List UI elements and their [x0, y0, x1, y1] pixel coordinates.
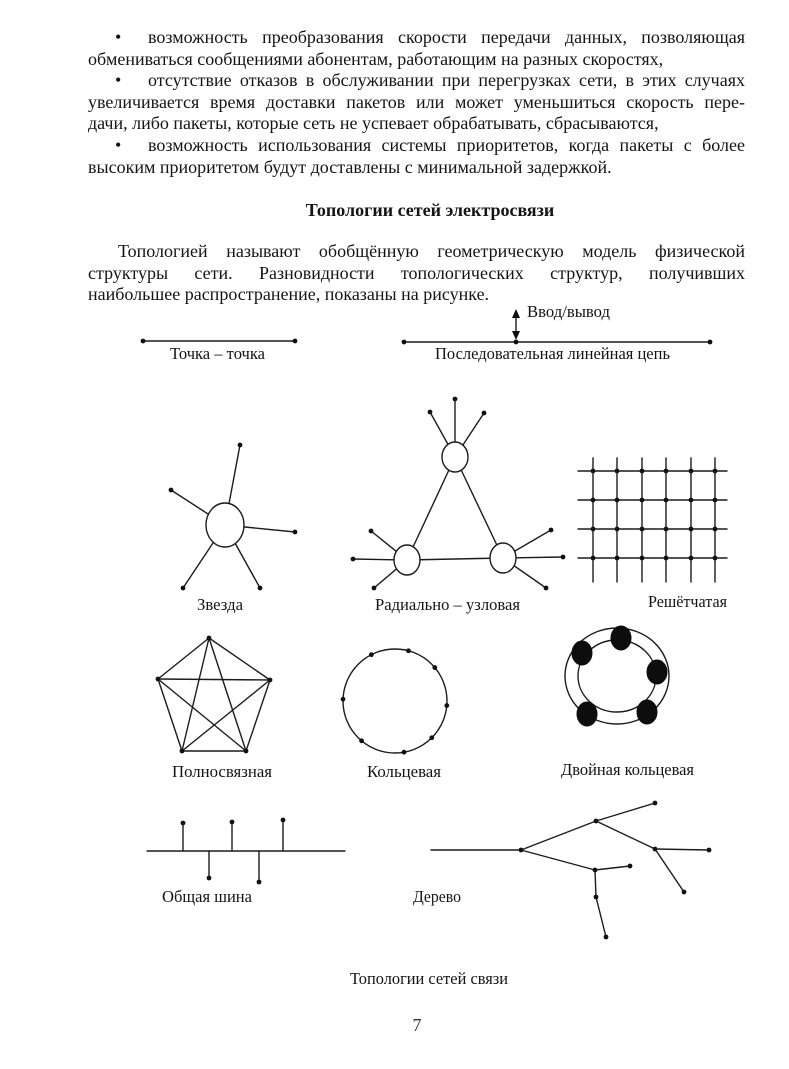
label-ring: Кольцевая — [367, 762, 442, 781]
bullet-marker: • — [115, 70, 122, 91]
grid-node — [713, 527, 718, 532]
double-ring-node — [572, 641, 592, 665]
mesh-link — [246, 680, 270, 751]
label-star: Звезда — [197, 595, 244, 614]
radial-spoke — [503, 557, 563, 558]
radial-spoke — [503, 558, 546, 588]
radial-hub — [442, 442, 468, 472]
ring-circle — [343, 649, 447, 753]
bullet-text: возможность преобразования скорости передачи данных, позволяющая — [148, 27, 745, 47]
bus-node — [281, 818, 286, 823]
ring-node — [406, 648, 411, 653]
label-full-mesh: Полносвязная — [172, 762, 273, 781]
ring-node — [444, 703, 449, 708]
tree-branch — [596, 821, 655, 849]
io-arrow-down-head — [512, 331, 520, 340]
radial-leaf-node — [369, 529, 374, 534]
star-spoke — [183, 525, 225, 588]
bullet-marker: • — [115, 27, 122, 47]
grid-node — [713, 556, 718, 561]
page-number: 7 — [412, 1015, 422, 1035]
radial-leaf-node — [372, 586, 377, 591]
radial-trunk — [407, 558, 503, 560]
radial-hub — [394, 545, 420, 575]
mesh-link — [209, 638, 246, 751]
chain-node — [708, 340, 713, 345]
radial-trunk — [407, 457, 455, 560]
figure-labels — [162, 302, 727, 988]
ring-node — [341, 697, 346, 702]
tree-branch — [521, 821, 596, 850]
bullet-item-3-line-1 — [88, 135, 745, 157]
double-ring-node — [647, 660, 667, 684]
ring-topology — [341, 648, 450, 754]
advantages-list — [88, 27, 745, 178]
tree-node — [707, 848, 712, 853]
grid-node — [640, 527, 645, 532]
tree-node — [653, 847, 658, 852]
ring-node — [369, 652, 374, 657]
star-leaf-node — [238, 443, 243, 448]
grid-node — [640, 469, 645, 474]
grid-node — [689, 527, 694, 532]
grid-node — [640, 556, 645, 561]
star-spoke — [225, 525, 295, 532]
double-ring-inner — [578, 640, 656, 712]
paragraph-line-1: Топологией называют обобщённую геометрическую модель физической — [118, 241, 745, 261]
grid-node — [689, 469, 694, 474]
tree-node — [604, 935, 609, 940]
mesh-link — [158, 679, 270, 680]
double-ring-node — [577, 702, 597, 726]
mesh-node — [268, 678, 273, 683]
bullet-text: возможность использования системы приоритетов, когда пакеты с более — [148, 134, 745, 155]
radial-nodal-topology — [351, 397, 566, 591]
mesh-node — [180, 749, 185, 754]
grid-node — [615, 498, 620, 503]
double-ring-topology — [565, 626, 669, 726]
radial-leaf-node — [544, 586, 549, 591]
grid-node — [591, 469, 596, 474]
star-spoke — [171, 490, 225, 525]
grid-node — [664, 527, 669, 532]
star-hub — [206, 503, 244, 547]
bullet-item-3-line-2: высоким приоритетом будут доставлены с минимальной задержкой. — [88, 156, 612, 177]
ring-node — [359, 738, 364, 743]
label-bus: Общая шина — [162, 887, 253, 906]
tree-branch — [595, 870, 596, 897]
grid-node — [615, 469, 620, 474]
bus-topology — [147, 818, 345, 885]
radial-hub — [490, 543, 516, 573]
ring-node — [402, 750, 407, 755]
bullet-item-2-line-2: увеличивается время доставки пакетов или может уменьшиться скорость пере- — [88, 91, 745, 112]
label-radial-nodal: Радиально – узловая — [375, 595, 521, 614]
radial-leaf-node — [428, 410, 433, 415]
grid-node — [664, 556, 669, 561]
tree-node — [682, 890, 687, 895]
mesh-link — [182, 680, 270, 751]
star-topology — [169, 443, 298, 591]
bus-node — [230, 820, 235, 825]
mesh-link — [158, 638, 209, 679]
radial-trunk — [455, 457, 503, 558]
tree-topology — [431, 801, 711, 940]
mesh-node — [207, 636, 212, 641]
bullet-marker: • — [115, 134, 122, 155]
radial-leaf-node — [482, 411, 487, 416]
bullet-item-2-line-3: дачи, либо пакеты, которые сеть не успевает обрабатывать, сбрасываются, — [88, 113, 659, 134]
p2p-node — [293, 339, 298, 344]
ring-node — [429, 735, 434, 740]
label-double-ring: Двойная кольцевая — [561, 760, 695, 779]
radial-spoke — [371, 531, 407, 560]
radial-spoke — [455, 413, 484, 457]
radial-leaf-node — [453, 397, 458, 402]
mesh-link — [182, 638, 209, 751]
bullet-item-2-line-1 — [88, 70, 745, 92]
grid-node — [713, 498, 718, 503]
mesh-node — [244, 749, 249, 754]
label-tree: Дерево — [413, 887, 461, 906]
tree-branch — [521, 850, 595, 870]
mesh-node — [156, 677, 161, 682]
grid-topology — [578, 458, 727, 582]
radial-leaf-node — [561, 555, 566, 560]
radial-leaf-node — [549, 528, 554, 533]
paragraph-line-3: наибольшее распространение, показаны на рисунке. — [88, 284, 490, 305]
tree-node — [593, 868, 598, 873]
grid-node — [664, 498, 669, 503]
star-leaf-node — [169, 488, 174, 493]
tree-node — [628, 864, 633, 869]
tree-branch — [655, 849, 709, 850]
label-io: Ввод/вывод — [527, 302, 611, 321]
grid-node — [591, 527, 596, 532]
io-arrow-up-head — [512, 309, 520, 318]
star-leaf-node — [181, 586, 186, 591]
radial-spoke — [353, 559, 407, 560]
double-ring-node — [611, 626, 631, 650]
star-spoke — [225, 445, 240, 525]
mesh-link — [209, 638, 270, 680]
section-heading: Топологии сетей электросвязи — [305, 200, 555, 220]
chain-node — [514, 340, 519, 345]
mesh-link — [158, 679, 182, 751]
label-grid: Решётчатая — [648, 592, 728, 611]
bus-node — [257, 880, 262, 885]
bullet-item-1-line-2: обмениваться сообщениями абонентам, работающим на разных скоростях, — [88, 48, 664, 69]
paragraph-line-2: структуры сети. Разновидности топологических структур, получивших — [88, 262, 745, 283]
star-leaf-node — [293, 530, 298, 535]
tree-node — [519, 848, 524, 853]
label-point-to-point: Точка – точка — [170, 344, 266, 363]
chain-node — [402, 340, 407, 345]
grid-node — [591, 556, 596, 561]
p2p-node — [141, 339, 146, 344]
tree-node — [594, 819, 599, 824]
bus-node — [181, 821, 186, 826]
intro-paragraph — [88, 241, 745, 306]
bus-node — [207, 876, 212, 881]
mesh-link — [158, 679, 246, 751]
grid-node — [615, 527, 620, 532]
tree-branch — [595, 866, 630, 870]
grid-node — [689, 556, 694, 561]
grid-node — [713, 469, 718, 474]
star-leaf-node — [258, 586, 263, 591]
radial-spoke — [503, 530, 551, 558]
tree-branch — [655, 849, 684, 892]
grid-node — [591, 498, 596, 503]
tree-node — [653, 801, 658, 806]
double-ring-node — [637, 700, 657, 724]
radial-spoke — [430, 412, 455, 457]
radial-leaf-node — [351, 557, 356, 562]
full-mesh-topology — [156, 636, 273, 754]
point-to-point-topology — [141, 339, 298, 344]
grid-node — [689, 498, 694, 503]
grid-node — [640, 498, 645, 503]
bullet-text: отсутствие отказов в обслуживании при перегрузках сети, в этих случаях — [148, 70, 745, 91]
label-linear-chain: Последовательная линейная цепь — [435, 344, 671, 363]
bullet-item-1-line-1 — [88, 27, 745, 49]
grid-node — [615, 556, 620, 561]
tree-branch — [596, 803, 655, 821]
star-spoke — [225, 525, 260, 588]
tree-branch — [596, 897, 606, 937]
linear-chain-topology — [402, 309, 713, 344]
ring-node — [432, 665, 437, 670]
tree-node — [594, 895, 599, 900]
double-ring-outer — [565, 628, 669, 724]
figure-caption: Топологии сетей связи — [350, 969, 508, 988]
grid-node — [664, 469, 669, 474]
radial-spoke — [374, 560, 407, 588]
